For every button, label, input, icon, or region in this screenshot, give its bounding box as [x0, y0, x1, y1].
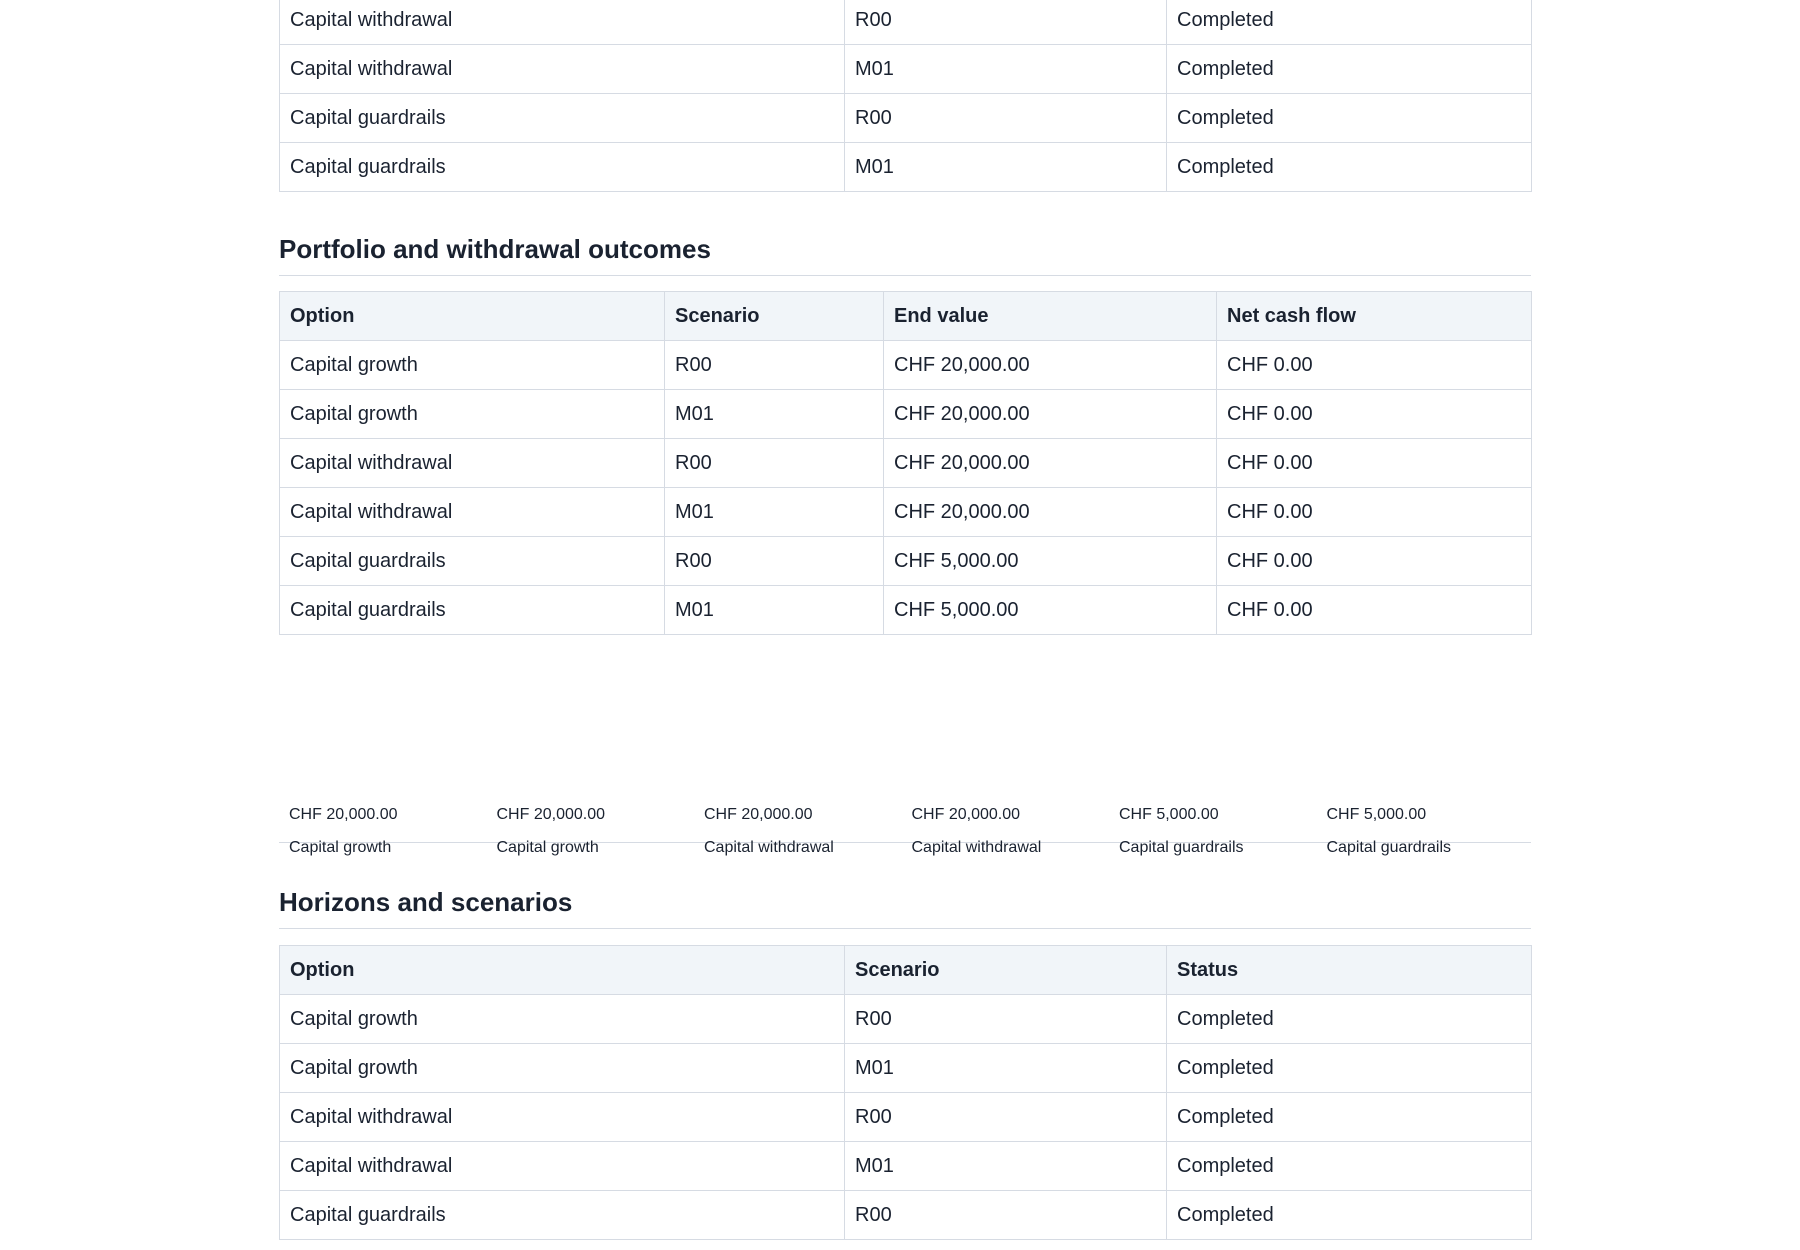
cell-net-cash-flow: CHF 0.00	[1217, 537, 1532, 586]
cell-option: Capital guardrails	[280, 143, 845, 192]
cell-option: Capital guardrails	[280, 537, 665, 586]
table-row	[280, 995, 1532, 1044]
cell-option: Capital guardrails	[280, 94, 845, 143]
chart-bar	[902, 640, 1109, 856]
cell-scenario: M01	[665, 488, 884, 537]
cell-status: Completed	[1167, 0, 1532, 45]
chart-bar	[1109, 640, 1316, 856]
cell-scenario: M01	[845, 45, 1167, 94]
outcomes-table	[279, 291, 1531, 635]
chart-category-label: Capital withdrawal	[704, 839, 834, 856]
chart-value-label: CHF 5,000.00	[1326, 806, 1427, 823]
cell-end-value: CHF 5,000.00	[884, 537, 1217, 586]
table-header-row	[280, 946, 1532, 995]
chart-category-label: Capital withdrawal	[911, 839, 1042, 856]
chart-category-label: Capital growth	[496, 839, 599, 856]
cell-option: Capital withdrawal	[280, 1142, 845, 1191]
chart-category-label: Capital guardrails	[1326, 839, 1452, 856]
table-row	[280, 439, 1532, 488]
cell-status: Completed	[1167, 995, 1532, 1044]
cell-option: Capital withdrawal	[280, 0, 845, 45]
cell-scenario: M01	[845, 1142, 1167, 1191]
cell-net-cash-flow: CHF 0.00	[1217, 586, 1532, 635]
cell-end-value: CHF 20,000.00	[884, 488, 1217, 537]
column-header-status: Status	[1167, 946, 1532, 995]
cell-option: Capital growth	[280, 1044, 845, 1093]
cell-end-value: CHF 20,000.00	[884, 341, 1217, 390]
table-row	[280, 537, 1532, 586]
chart-category-label: Capital growth	[289, 839, 392, 856]
cell-end-value: CHF 5,000.00	[884, 586, 1217, 635]
column-header-scenario: Scenario	[665, 292, 884, 341]
cell-option: Capital withdrawal	[280, 439, 665, 488]
table-row	[280, 143, 1532, 192]
cell-option: Capital withdrawal	[280, 488, 665, 537]
cell-scenario: M01	[845, 1044, 1167, 1093]
chart-value-label: CHF 20,000.00	[289, 806, 398, 823]
status-table-top	[279, 0, 1531, 192]
section-title-outcomes: Portfolio and withdrawal outcomes	[279, 234, 1531, 276]
chart-value-label: CHF 20,000.00	[704, 806, 813, 823]
table-row	[280, 341, 1532, 390]
column-header-scenario: Scenario	[845, 946, 1167, 995]
chart-bar	[279, 640, 486, 856]
column-header-option: Option	[280, 946, 845, 995]
cell-status: Completed	[1167, 1191, 1532, 1240]
cell-status: Completed	[1167, 1093, 1532, 1142]
chart-value-label: CHF 20,000.00	[911, 806, 1021, 823]
cell-net-cash-flow: CHF 0.00	[1217, 390, 1532, 439]
cell-scenario: R00	[845, 1191, 1167, 1240]
cell-status: Completed	[1167, 94, 1532, 143]
chart-category-label: Capital guardrails	[1119, 839, 1244, 856]
cell-net-cash-flow: CHF 0.00	[1217, 341, 1532, 390]
cell-option: Capital growth	[280, 390, 665, 439]
cell-status: Completed	[1167, 45, 1532, 94]
cell-option: Capital withdrawal	[280, 1093, 845, 1142]
column-header-end-value: End value	[884, 292, 1217, 341]
cell-option: Capital withdrawal	[280, 45, 845, 94]
cell-scenario: R00	[845, 995, 1167, 1044]
section-title-horizons: Horizons and scenarios	[279, 887, 1531, 929]
cell-end-value: CHF 20,000.00	[884, 439, 1217, 488]
cell-net-cash-flow: CHF 0.00	[1217, 439, 1532, 488]
table-row	[280, 390, 1532, 439]
table-row	[280, 586, 1532, 635]
cell-option: Capital guardrails	[280, 1191, 845, 1240]
cell-status: Completed	[1167, 1142, 1532, 1191]
chart-bar	[487, 640, 694, 856]
cell-option: Capital guardrails	[280, 586, 665, 635]
cell-net-cash-flow: CHF 0.00	[1217, 488, 1532, 537]
cell-status: Completed	[1167, 1044, 1532, 1093]
chart-value-label: CHF 5,000.00	[1119, 806, 1219, 823]
table-row	[280, 1044, 1532, 1093]
column-header-net-cash-flow: Net cash flow	[1217, 292, 1532, 341]
end-value-chart	[279, 640, 1531, 856]
table-row	[280, 1142, 1532, 1191]
table-row	[280, 45, 1532, 94]
cell-scenario: M01	[665, 390, 884, 439]
table-row	[280, 0, 1532, 45]
table-row	[280, 94, 1532, 143]
table-row	[280, 1191, 1532, 1240]
cell-scenario: R00	[665, 341, 884, 390]
cell-scenario: R00	[845, 1093, 1167, 1142]
cell-scenario: M01	[845, 143, 1167, 192]
table-header-row	[280, 292, 1532, 341]
table-row	[280, 488, 1532, 537]
table-row	[280, 1093, 1532, 1142]
cell-end-value: CHF 20,000.00	[884, 390, 1217, 439]
cell-option: Capital growth	[280, 341, 665, 390]
cell-scenario: R00	[665, 537, 884, 586]
chart-value-label: CHF 20,000.00	[496, 806, 606, 823]
cell-scenario: M01	[665, 586, 884, 635]
cell-scenario: R00	[665, 439, 884, 488]
cell-scenario: R00	[845, 0, 1167, 45]
column-header-option: Option	[280, 292, 665, 341]
horizons-table	[279, 945, 1531, 1240]
cell-scenario: R00	[845, 94, 1167, 143]
cell-status: Completed	[1167, 143, 1532, 192]
cell-option: Capital growth	[280, 995, 845, 1044]
chart-bar	[1317, 640, 1524, 856]
chart-bar	[694, 640, 901, 856]
